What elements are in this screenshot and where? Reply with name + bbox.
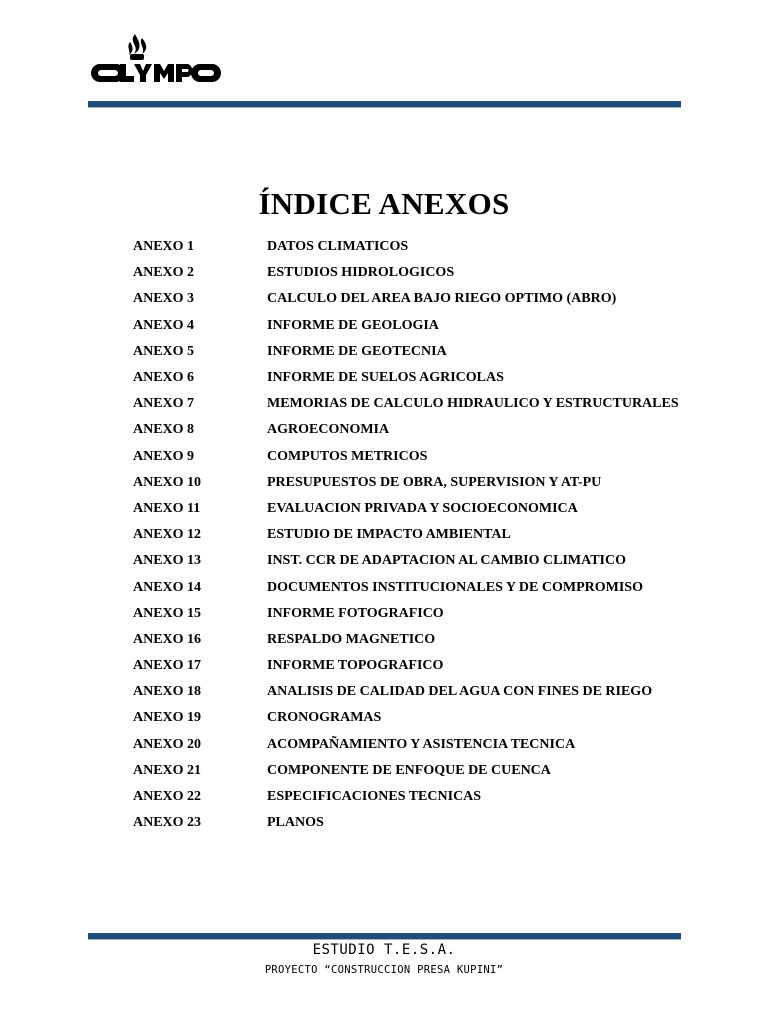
annex-number: ANEXO 7 <box>133 396 195 412</box>
annex-number: ANEXO 16 <box>133 631 202 647</box>
annex-description: COMPUTOS METRICOS <box>267 448 428 464</box>
annex-number: ANEXO 6 <box>133 370 195 386</box>
annex-row <box>133 679 693 705</box>
annex-description: INFORME DE GEOLOGIA <box>267 317 439 333</box>
annex-row <box>133 784 693 810</box>
header-divider <box>88 101 681 108</box>
logo-wordmark <box>91 64 221 82</box>
annex-description: ESTUDIO DE IMPACTO AMBIENTAL <box>267 527 511 543</box>
annex-description: INFORME FOTOGRAFICO <box>267 605 444 621</box>
annex-row <box>133 391 693 417</box>
annex-description: PLANOS <box>267 815 324 831</box>
annex-row <box>133 522 693 548</box>
annex-row <box>133 758 693 784</box>
annex-row <box>133 732 693 758</box>
annex-description: COMPONENTE DE ENFOQUE DE CUENCA <box>267 762 551 778</box>
annex-row <box>133 601 693 627</box>
annex-number: ANEXO 11 <box>133 500 201 516</box>
annex-number: ANEXO 5 <box>133 343 195 359</box>
annex-row <box>133 496 693 522</box>
annex-number: ANEXO 3 <box>133 291 195 307</box>
annex-description: ESPECIFICACIONES TECNICAS <box>267 789 482 805</box>
annex-description: DATOS CLIMATICOS <box>267 239 409 255</box>
annex-number: ANEXO 23 <box>133 815 202 831</box>
annex-row <box>133 548 693 574</box>
annex-number: ANEXO 8 <box>133 422 195 438</box>
annex-number: ANEXO 21 <box>133 762 202 778</box>
annex-index-list <box>133 234 693 836</box>
annex-row <box>133 260 693 286</box>
annex-row <box>133 444 693 470</box>
olympo-logo <box>88 30 224 96</box>
annex-description: MEMORIAS DE CALCULO HIDRAULICO Y ESTRUCTURALES <box>267 396 679 412</box>
flame-icon <box>128 34 146 60</box>
annex-description: RESPALDO MAGNETICO <box>267 631 436 647</box>
annex-row <box>133 627 693 653</box>
annex-row <box>133 339 693 365</box>
annex-number: ANEXO 20 <box>133 736 202 752</box>
annex-row <box>133 417 693 443</box>
annex-row <box>133 313 693 339</box>
annex-row <box>133 365 693 391</box>
annex-number: ANEXO 15 <box>133 605 202 621</box>
annex-description: ACOMPAÑAMIENTO Y ASISTENCIA TECNICA <box>267 736 576 752</box>
annex-number: ANEXO 10 <box>133 474 202 490</box>
annex-description: AGROECONOMIA <box>267 422 390 438</box>
annex-number: ANEXO 4 <box>133 317 195 333</box>
annex-number: ANEXO 22 <box>133 789 202 805</box>
annex-row <box>133 286 693 312</box>
annex-description: INFORME TOPOGRAFICO <box>267 658 444 674</box>
annex-row <box>133 705 693 731</box>
footer-project: PROYECTO “CONSTRUCCION PRESA KUPINI” <box>264 964 504 976</box>
annex-description: EVALUACION PRIVADA Y SOCIOECONOMICA <box>267 500 578 516</box>
page-title: ÍNDICE ANEXOS <box>258 186 510 221</box>
annex-number: ANEXO 12 <box>133 527 202 543</box>
annex-description: ESTUDIOS HIDROLOGICOS <box>267 265 455 281</box>
annex-number: ANEXO 19 <box>133 710 202 726</box>
annex-description: CRONOGRAMAS <box>267 710 382 726</box>
annex-row <box>133 653 693 679</box>
annex-number: ANEXO 17 <box>133 658 202 674</box>
annex-description: DOCUMENTOS INSTITUCIONALES Y DE COMPROMISO <box>267 579 643 595</box>
annex-row <box>133 234 693 260</box>
annex-description: PRESUPUESTOS DE OBRA, SUPERVISION Y AT-PU <box>267 474 602 490</box>
annex-number: ANEXO 18 <box>133 684 202 700</box>
footer-company: ESTUDIO T.E.S.A. <box>312 942 456 958</box>
annex-description: ANALISIS DE CALIDAD DEL AGUA CON FINES DE RIEGO <box>267 684 653 700</box>
annex-description: INST. CCR DE ADAPTACION AL CAMBIO CLIMATICO <box>267 553 626 569</box>
annex-number: ANEXO 13 <box>133 553 202 569</box>
annex-number: ANEXO 2 <box>133 265 195 281</box>
annex-number: ANEXO 9 <box>133 448 195 464</box>
annex-description: INFORME DE GEOTECNIA <box>267 343 447 359</box>
annex-number: ANEXO 14 <box>133 579 202 595</box>
annex-row <box>133 470 693 496</box>
annex-row <box>133 810 693 836</box>
annex-number: ANEXO 1 <box>133 239 195 255</box>
annex-description: CALCULO DEL AREA BAJO RIEGO OPTIMO (ABRO) <box>267 291 617 307</box>
annex-description: INFORME DE SUELOS AGRICOLAS <box>267 370 504 386</box>
annex-row <box>133 574 693 600</box>
footer-divider <box>88 933 681 940</box>
